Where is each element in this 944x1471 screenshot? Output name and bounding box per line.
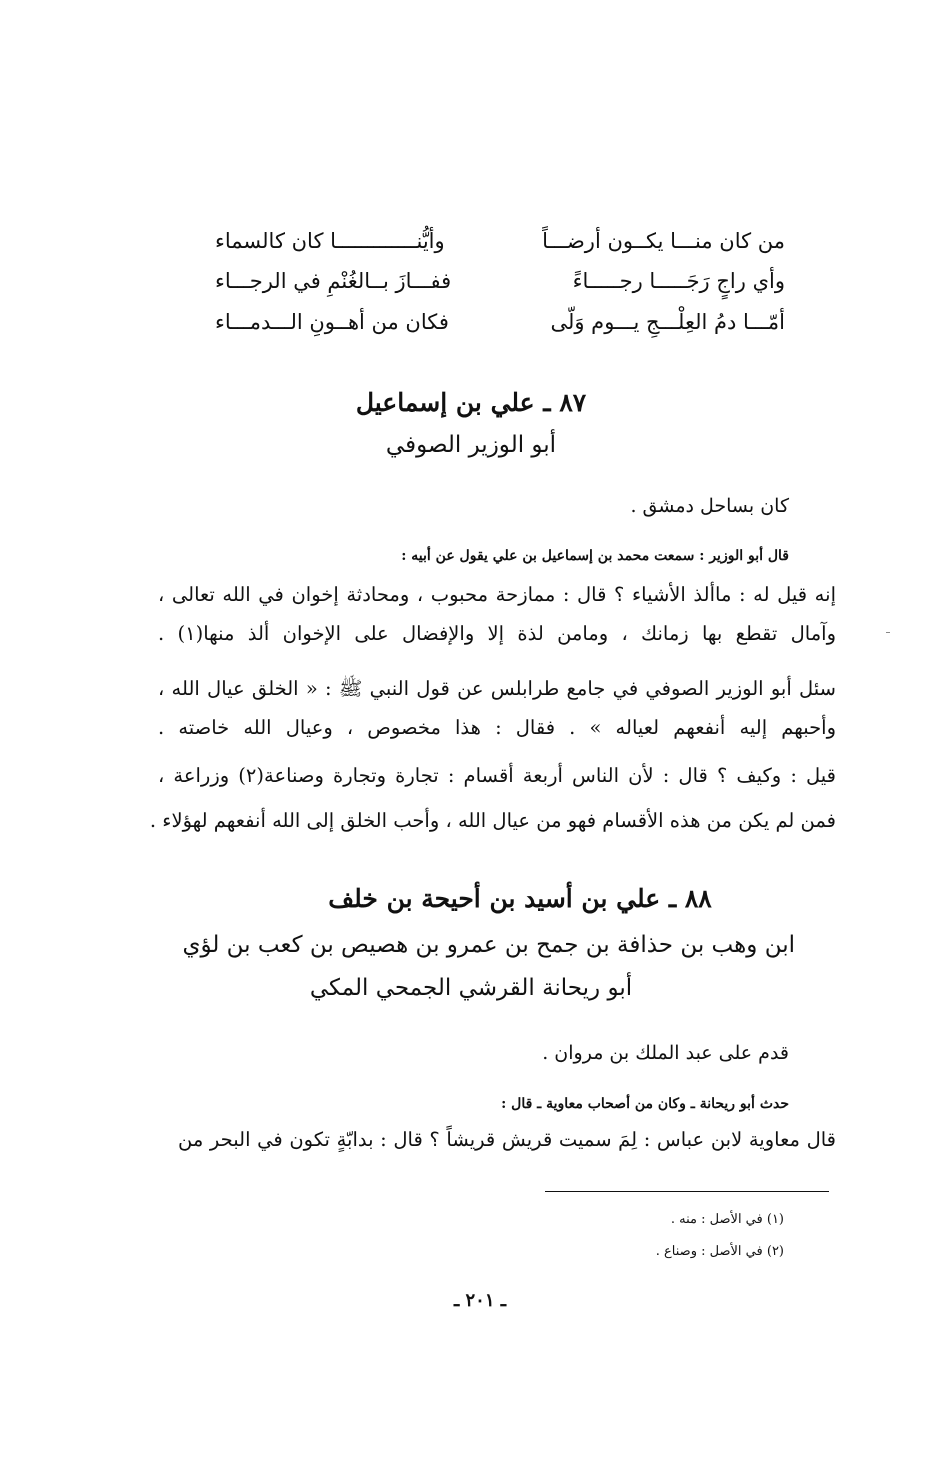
- verse-first-hemistich: أمّـــا دمُ العِلْـــجِ يـــوم وَلّى: [550, 310, 785, 334]
- verse-second-hemistich: وأيُّنـــــــــــــا كان كالسماء: [215, 229, 445, 253]
- verse-first-hemistich: من كان منـــا يكــون أرضـــاً: [542, 229, 785, 253]
- entry-87-paragraph-2-line-2: وأحبهم إليه أنفعهم لعياله » . فقال : هذا مخصوص ، وعيال الله خاصته .: [158, 716, 836, 739]
- entry-87-paragraph-1-line-2: وآمال تقطع بها زمانك ، ومامن لذة إلا والإفضال على الإخوان ألذ منها(١) .: [158, 622, 836, 645]
- verse-line: [215, 221, 785, 261]
- verse-second-hemistich: ففـــازَ بــالغُنْمِ في الرجـــاء: [215, 269, 452, 293]
- entry-88-isnad: حدث أبو ريحانة ـ وكان من أصحاب معاوية ـ قال :: [501, 1096, 789, 1112]
- entry-87-paragraph-1-line-1: إنه قيل له : ماألذ الأشياء ؟ قال : ممازحة محبوب ، ومحادثة إخوان في الله تعالى ،: [158, 583, 836, 606]
- verse-line: [215, 302, 785, 342]
- entry-87-paragraph-2-line-1: سئل أبو الوزير الصوفي في جامع طرابلس عن قول النبي ﷺ : « الخلق عيال الله ،: [158, 677, 836, 700]
- entry-87-paragraph-3-line-2: فمن لم يكن من هذه الأقسام فهو من عيال الله ، وأحب الخلق إلى الله أنفعهم لهؤلاء .: [149, 809, 836, 832]
- footnote-1: (١) في الأصل : منه .: [670, 1212, 784, 1227]
- verse-line: [215, 261, 785, 301]
- entry-88-heading: ٨٨ ـ علي بن أسيد بن أحيحة بن خلف: [328, 884, 712, 913]
- entry-87-paragraph-3-line-1: قيل : وكيف ؟ قال : لأن الناس أربعة أقسام : تجارة وتجارة وصناعة(٢) وزراعة ،: [158, 764, 836, 787]
- margin-mark: [886, 632, 890, 633]
- verse-first-hemistich: وأي راجٍ رَجَـــــا رجـــــاءً: [572, 269, 785, 293]
- entry-87-heading: ٨٧ ـ علي بن إسماعيل: [355, 388, 587, 417]
- entry-87-kunya: أبو الوزير الصوفي: [385, 432, 557, 458]
- footnote-separator: [545, 1191, 829, 1192]
- entry-88-kunya: أبو ريحانة القرشي الجمحي المكي: [309, 975, 633, 1001]
- entry-88-intro: قدم على عبد الملك بن مروان .: [542, 1042, 789, 1064]
- verse-second-hemistich: فكان من أهــونِ الـــدمـــاء: [215, 310, 449, 334]
- entry-88-paragraph-1-line-1: قال معاوية لابن عباس : لِمَ سميت قريش قريشاً ؟ قال : بدابّةٍ تكون في البحر من: [178, 1128, 836, 1151]
- entry-87-intro: كان بساحل دمشق .: [630, 495, 789, 517]
- page-number: ـ ٢٠١ ـ: [453, 1290, 507, 1311]
- entry-88-lineage: ابن وهب بن حذافة بن جمح بن عمرو بن هصيص بن كعب بن لؤي: [182, 932, 795, 958]
- footnote-2: (٢) في الأصل : وصناع .: [655, 1244, 784, 1259]
- entry-87-isnad: قال أبو الوزير : سمعت محمد بن إسماعيل بن علي يقول عن أبيه :: [401, 548, 789, 564]
